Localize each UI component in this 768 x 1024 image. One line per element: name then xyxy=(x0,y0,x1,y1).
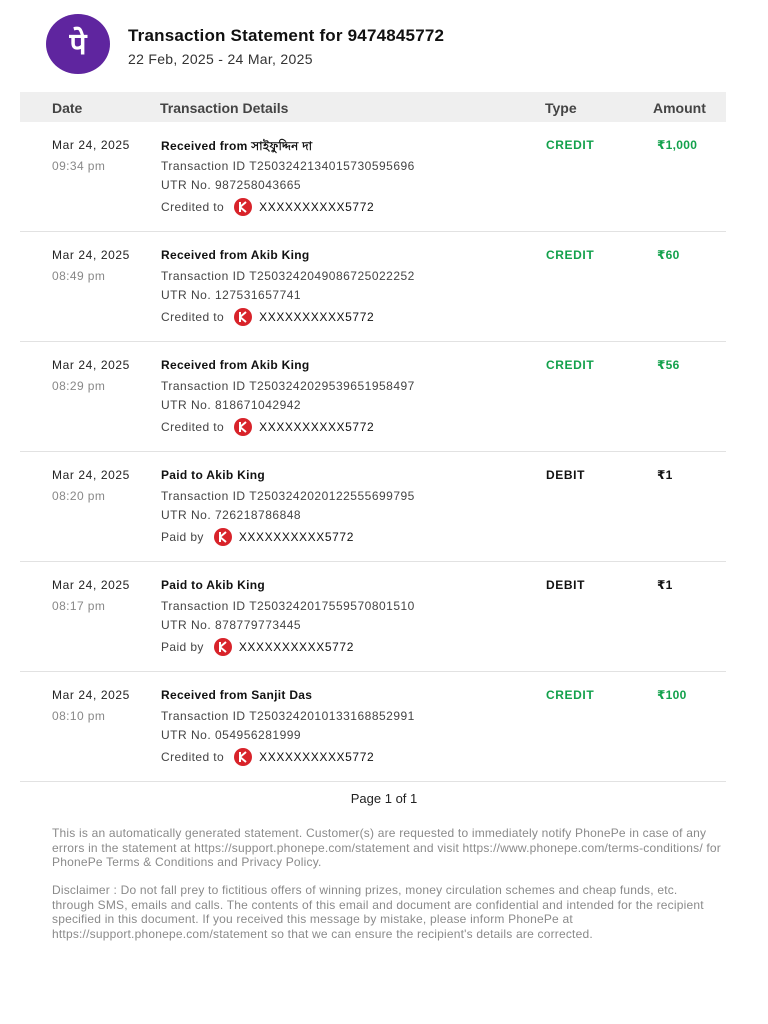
statement-header xyxy=(46,14,726,76)
footer-notice: This is an automatically generated statement. Customer(s) are requested to immediately notify PhonePe in case of any errors in the statement at https://support.phonepe.com/statement and visit https://www.phonepe.com/terms-conditions/ for PhonePe Terms & Conditions and Privacy Policy. xyxy=(52,826,721,869)
table-row xyxy=(20,452,726,562)
table-row xyxy=(20,232,726,342)
row-transaction-id: Transaction ID T2503242029539651958497 xyxy=(161,379,415,393)
account-label: Paid by xyxy=(161,640,204,654)
account-label: Credited to xyxy=(161,200,225,214)
row-title: Paid to Akib King xyxy=(161,578,265,592)
table-row xyxy=(20,672,726,782)
account-label: Credited to xyxy=(161,750,225,764)
row-time: 08:49 pm xyxy=(52,269,106,283)
row-time: 08:17 pm xyxy=(52,599,106,613)
row-date: Mar 24, 2025 xyxy=(52,358,130,372)
row-title: Paid to Akib King xyxy=(161,468,265,482)
row-amount: ₹1 xyxy=(657,468,673,482)
bank-logo-icon xyxy=(234,198,252,216)
row-account xyxy=(161,198,374,216)
row-utr: UTR No. 726218786848 xyxy=(161,508,302,522)
row-utr: UTR No. 054956281999 xyxy=(161,728,302,742)
row-transaction-id: Transaction ID T2503242134015730595696 xyxy=(161,159,415,173)
account-number: XXXXXXXXXX5772 xyxy=(259,200,375,214)
row-type: CREDIT xyxy=(546,138,595,152)
table-row xyxy=(20,562,726,672)
phonepe-logo-icon xyxy=(46,14,110,74)
row-amount: ₹1 xyxy=(657,578,673,592)
account-number: XXXXXXXXXX5772 xyxy=(259,420,375,434)
row-time: 09:34 pm xyxy=(52,159,106,173)
row-amount: ₹100 xyxy=(657,688,687,702)
row-utr: UTR No. 878779773445 xyxy=(161,618,302,632)
row-utr: UTR No. 987258043665 xyxy=(161,178,302,192)
row-amount: ₹56 xyxy=(657,358,680,372)
bank-logo-icon xyxy=(214,528,232,546)
row-time: 08:20 pm xyxy=(52,489,106,503)
bank-logo-icon xyxy=(214,638,232,656)
account-label: Paid by xyxy=(161,530,204,544)
row-utr: UTR No. 127531657741 xyxy=(161,288,302,302)
row-date: Mar 24, 2025 xyxy=(52,688,130,702)
bank-logo-icon xyxy=(234,308,252,326)
account-number: XXXXXXXXXX5772 xyxy=(238,640,354,654)
row-utr: UTR No. 818671042942 xyxy=(161,398,302,412)
statement-title: Transaction Statement for 9474845772 xyxy=(128,26,445,45)
row-account xyxy=(161,528,354,546)
table-row xyxy=(20,342,726,452)
row-account xyxy=(161,308,374,326)
statement-date-range: 22 Feb, 2025 - 24 Mar, 2025 xyxy=(128,51,313,67)
row-transaction-id: Transaction ID T2503242049086725022252 xyxy=(161,269,415,283)
row-time: 08:29 pm xyxy=(52,379,106,393)
header-details: Transaction Details xyxy=(160,100,289,116)
footer-disclaimer: Disclaimer : Do not fall prey to fictitious offers of winning prizes, money circulation schemes and cheap funds, etc. through SMS, emails and calls. The contents of this email and document are confidential and intended for the recipient specified in this document. If you received this message by mistake, please inform PhonePe at https://support.phonepe.com/statement so that we can ensure the recipient's details are corrected. xyxy=(52,883,704,941)
header-date: Date xyxy=(52,100,83,116)
row-title: Received from Akib King xyxy=(161,358,310,372)
row-date: Mar 24, 2025 xyxy=(52,138,130,152)
header-type: Type xyxy=(545,100,577,116)
row-title: Received from Akib King xyxy=(161,248,310,262)
row-transaction-id: Transaction ID T2503242020122555699795 xyxy=(161,489,415,503)
table-header xyxy=(20,92,726,122)
row-date: Mar 24, 2025 xyxy=(52,248,130,262)
row-type: CREDIT xyxy=(546,358,595,372)
row-date: Mar 24, 2025 xyxy=(52,468,130,482)
row-title: Received from Sanjit Das xyxy=(161,688,313,702)
account-number: XXXXXXXXXX5772 xyxy=(259,310,375,324)
row-time: 08:10 pm xyxy=(52,709,106,723)
row-type: DEBIT xyxy=(546,578,585,592)
bank-logo-icon xyxy=(234,748,252,766)
row-transaction-id: Transaction ID T2503242010133168852991 xyxy=(161,709,415,723)
row-amount: ₹1,000 xyxy=(657,138,698,152)
account-number: XXXXXXXXXX5772 xyxy=(259,750,375,764)
transactions-table xyxy=(20,92,726,782)
page-indicator: Page 1 of 1 xyxy=(350,791,418,806)
row-date: Mar 24, 2025 xyxy=(52,578,130,592)
account-label: Credited to xyxy=(161,420,225,434)
bank-logo-icon xyxy=(234,418,252,436)
row-type: CREDIT xyxy=(546,248,595,262)
row-account xyxy=(161,418,374,436)
row-transaction-id: Transaction ID T2503242017559570801510 xyxy=(161,599,415,613)
row-title: Received from সাইফুদ্দিন দা xyxy=(161,139,313,153)
account-number: XXXXXXXXXX5772 xyxy=(238,530,354,544)
table-row xyxy=(20,122,726,232)
account-label: Credited to xyxy=(161,310,225,324)
svg-text:पे: पे xyxy=(69,27,87,62)
row-type: DEBIT xyxy=(546,468,585,482)
row-type: CREDIT xyxy=(546,688,595,702)
header-amount: Amount xyxy=(653,100,706,116)
row-account xyxy=(161,748,374,766)
row-amount: ₹60 xyxy=(657,248,680,262)
row-account xyxy=(161,638,354,656)
